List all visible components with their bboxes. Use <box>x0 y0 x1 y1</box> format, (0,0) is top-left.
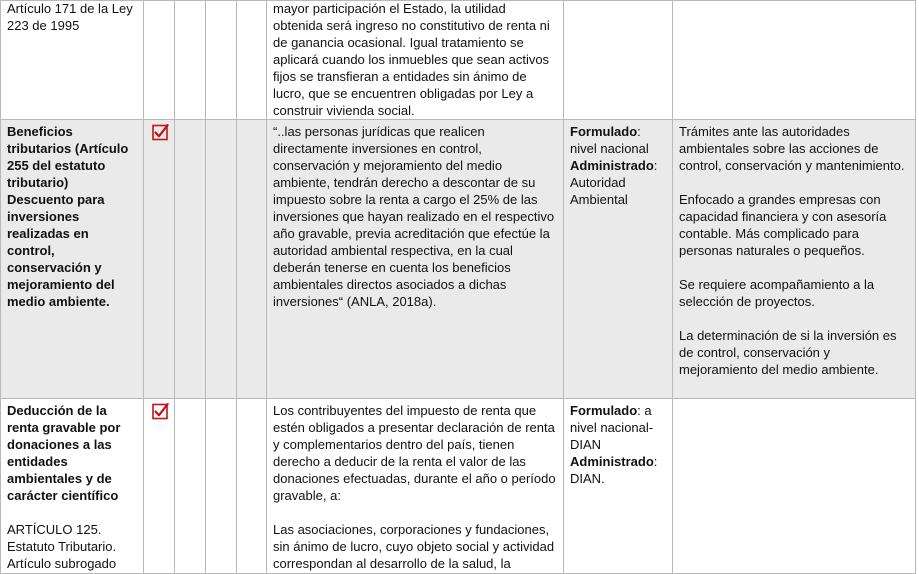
description-text: mayor participación el Estado, la utilidad obtenida será ingreso no constitutivo de renta ni de ganancia ocasional. Igual tratamiento se aplicará cuando los inmuebles que sean activos fijos se transfieran a entidades sin ánimo de lucro, que se encuentren obligadas por Ley a construir vivienda social. <box>273 1 550 118</box>
concept-text: Deducción de la renta gravable por donaciones a las entidades ambientales y de carácter científico <box>7 403 121 503</box>
formulated-label: Formulado <box>570 403 638 418</box>
empty-cell <box>206 120 237 399</box>
entity-cell <box>564 1 673 120</box>
empty-cell <box>175 399 206 574</box>
administered-value: : DIAN. <box>570 454 658 486</box>
empty-cell <box>237 399 267 574</box>
empty-cell <box>237 120 267 399</box>
empty-cell <box>206 399 237 574</box>
description-cell <box>267 120 564 399</box>
checked-box-icon <box>152 403 169 420</box>
concept-text: Beneficios tributarios (Artículo 255 del estatuto tributario) Descuento para inversiones realizadas en control, conservación y mejoramiento del medio ambiente. <box>7 124 129 309</box>
table-row <box>1 120 916 399</box>
empty-cell <box>175 1 206 120</box>
administered-value: : Autoridad Ambiental <box>570 158 658 207</box>
checked-box-icon <box>152 124 169 141</box>
formulated-label: Formulado <box>570 124 638 139</box>
check-cell <box>144 1 175 120</box>
check-cell <box>144 120 175 399</box>
observation-text: Trámites ante las autoridades ambientales sobre las acciones de control, conservación y mantenimiento. <box>679 124 905 173</box>
observation-text: La determinación de si la inversión es de control, conservación y mejoramiento del medio ambiente. <box>679 328 897 377</box>
entity-cell <box>564 120 673 399</box>
description-text: Las asociaciones, corporaciones y fundaciones, sin ánimo de lucro, cuyo objeto social y actividad correspondan al desarrollo de la salud, la <box>273 522 555 571</box>
entity-administered <box>570 453 666 487</box>
description-text: Los contribuyentes del impuesto de renta que estén obligados a presentar declaración de renta y complementarios dentro del país, tienen derecho a deducir de la renta el valor de las donaciones efectuadas, durante el año o período gravable, a: <box>273 403 556 503</box>
description-cell <box>267 399 564 574</box>
entity-administered <box>570 157 666 208</box>
observations-cell <box>673 120 916 399</box>
description-text: “..las personas jurídicas que realicen directamente inversiones en control, conservación y mejoramiento del medio ambiente, tendrán derecho a descontar de su impuesto sobre la renta a cargo el 25% de las inversiones que hayan realizado en el respectivo año gravable, previa acreditación que efectúe la autoridad ambiental respectiva, en la cual deberán tenerse en cuenta los beneficios ambientales directos asociados a dichas inversiones“ (ANLA, 2018a). <box>273 124 555 309</box>
formulated-value: : a nivel nacional-DIAN <box>570 403 654 452</box>
concept-cell <box>1 399 144 574</box>
empty-cell <box>175 120 206 399</box>
table-row <box>1 399 916 574</box>
concept-text: Artículo 171 de la Ley 223 de 1995 <box>7 1 133 33</box>
entity-cell <box>564 399 673 574</box>
description-cell <box>267 1 564 120</box>
entity-formulated <box>570 402 666 453</box>
concept-cell <box>1 120 144 399</box>
empty-cell <box>237 1 267 120</box>
observation-text: Enfocado a grandes empresas con capacidad financiera y con asesoría contable. Más complicado para personas naturales o pequeños. <box>679 192 887 258</box>
formulated-value: : nivel nacional <box>570 124 649 156</box>
empty-cell <box>206 1 237 120</box>
table-row <box>1 1 916 120</box>
administered-label: Administrado <box>570 454 654 469</box>
concept-text: ARTÍCULO 125. Estatuto Tributario. Artículo subrogado <box>7 522 117 571</box>
observations-cell <box>673 399 916 574</box>
observations-cell <box>673 1 916 120</box>
check-cell <box>144 399 175 574</box>
observation-text: Se requiere acompañamiento a la selección de proyectos. <box>679 277 875 309</box>
concept-cell <box>1 1 144 120</box>
administered-label: Administrado <box>570 158 654 173</box>
entity-formulated <box>570 123 666 157</box>
